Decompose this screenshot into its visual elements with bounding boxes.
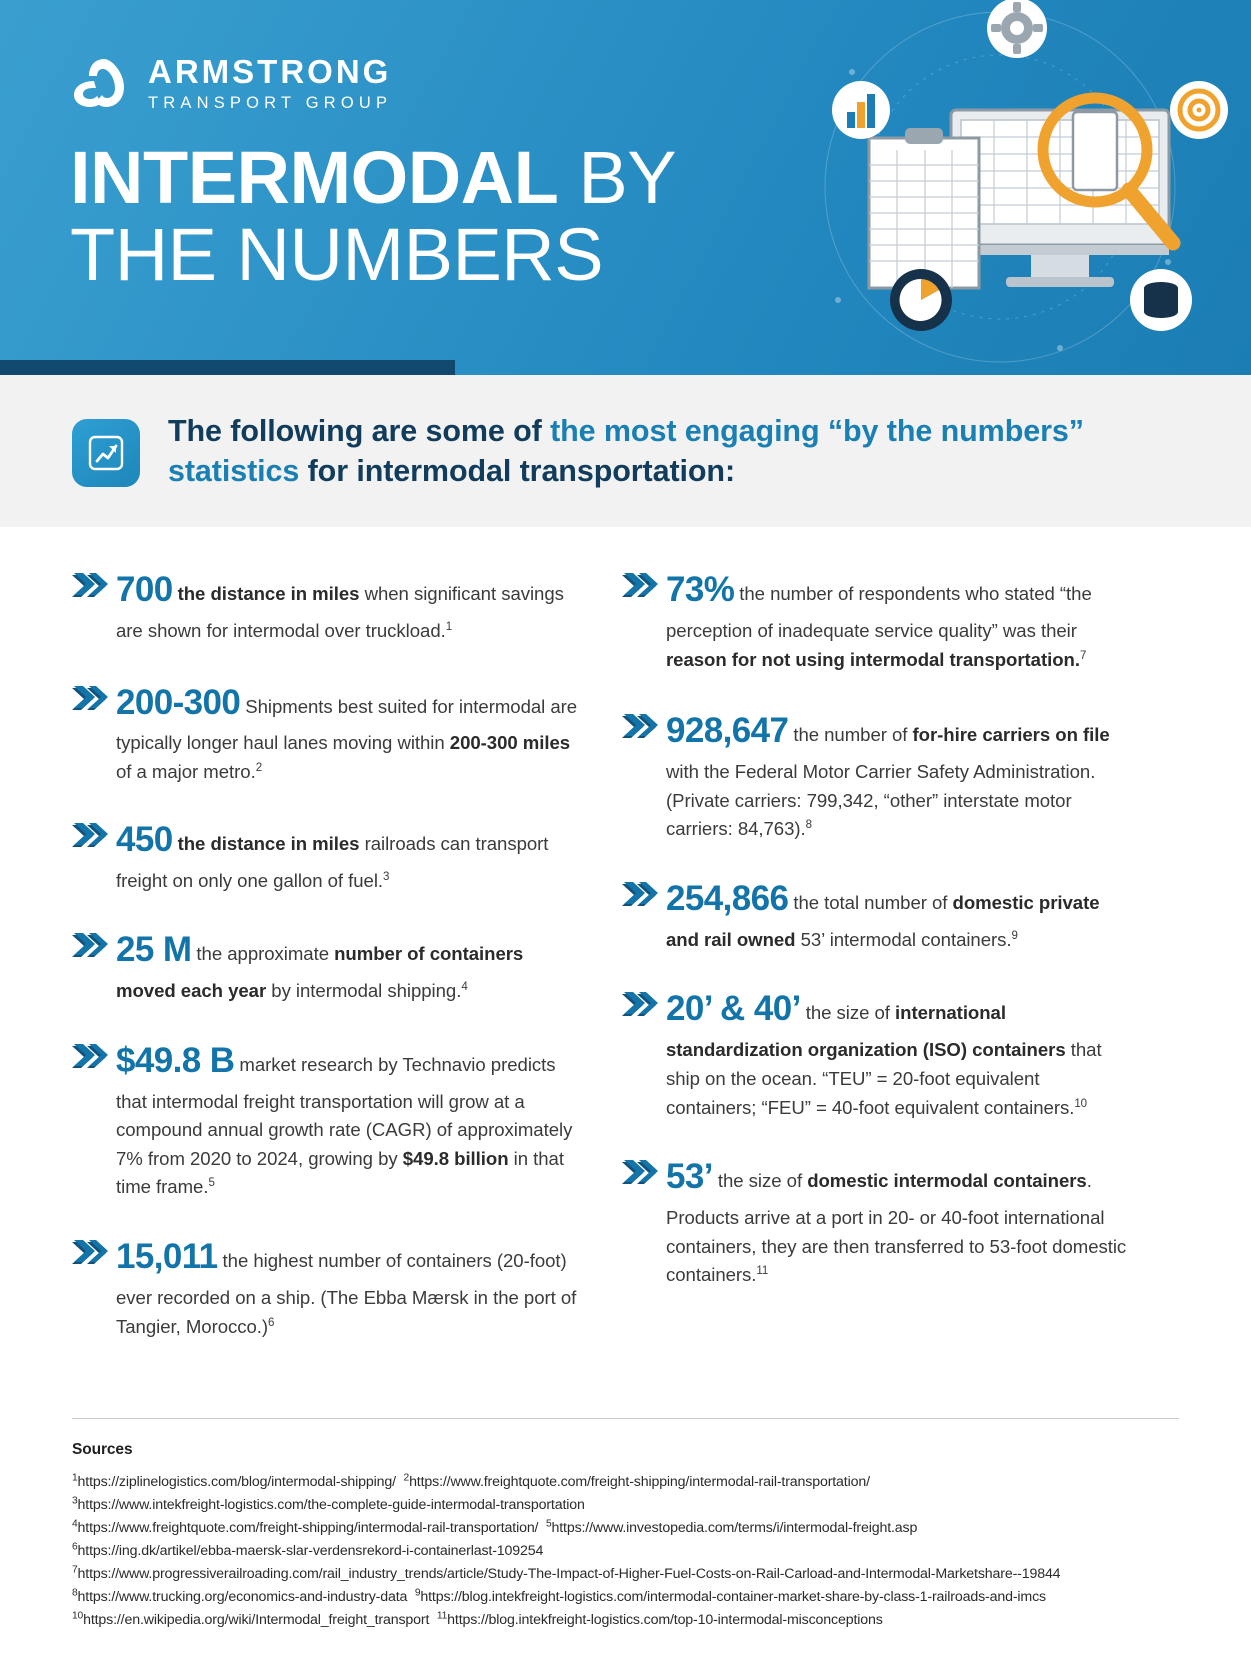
stat-description: Shipments best suited for intermodal are typically longer haul lanes moving within [116,695,578,754]
stat-description: the approximate [196,943,335,965]
source-number: 7 [72,1564,78,1576]
footnote-marker: 5 [208,1177,215,1190]
footnote-marker: 6 [268,1316,275,1329]
stat-value: 200-300 [116,682,241,722]
brand-subtitle: TRANSPORT GROUP [148,94,393,112]
stat-text [116,676,582,787]
header-banner [0,0,1251,375]
double-chevron-icon [622,882,662,908]
double-chevron-bullet [622,563,666,674]
stat-value: 20’ & 40’ [666,989,801,1029]
gear-icon [987,0,1047,58]
source-number: 1 [72,1472,78,1484]
source-line [72,1563,1179,1586]
double-chevron-bullet [72,563,116,646]
stat-item [72,1034,582,1202]
title-bold: INTERMODAL [70,136,559,219]
stat-description: the number of [793,724,913,746]
stat-emphasis: reason for not using intermodal transportation. [666,648,1080,670]
stat-item [72,676,582,787]
stat-value: 928,647 [666,711,789,751]
intro-banner [0,375,1251,527]
source-number: 4 [72,1518,78,1530]
page-title [70,136,677,296]
title-light: BY [558,136,677,219]
source-number: 2 [403,1472,410,1484]
stat-description: that ship on the ocean. “TEU” = 20-foot equivalent containers; “FEU” = 40-foot equivalent containers. [666,1039,1102,1118]
source-url[interactable]: https://blog.intekfreight-logistics.com/top-10-intermodal-misconceptions [447,1612,883,1628]
stat-text [116,813,582,896]
double-chevron-bullet [72,1034,116,1202]
double-chevron-icon [72,933,112,959]
stat-description: the total number of [793,891,953,913]
stats-column-right [622,563,1132,1368]
stat-description: 53’ intermodal containers. [795,928,1012,950]
title-line-2: THE NUMBERS [70,212,604,296]
stat-item [622,704,1132,844]
source-number: 9 [414,1587,421,1599]
stat-item [622,872,1132,955]
sources-title: Sources [72,1441,133,1458]
source-number: 11 [436,1610,448,1622]
stat-value: 53’ [666,1157,713,1197]
double-chevron-icon [72,1044,112,1070]
source-url[interactable]: https://www.freightquote.com/freight-shipping/intermodal-rail-transportation/ [77,1520,539,1536]
stat-description: the size of [717,1170,808,1192]
footnote-marker: 11 [756,1265,769,1278]
stat-value: 700 [116,570,173,609]
intro-highlight: the most engaging “by the numbers” statistics [168,413,1084,488]
source-url[interactable]: https://en.wikipedia.org/wiki/Intermodal_freight_transport [83,1612,430,1628]
stat-emphasis: for-hire carriers on file [912,724,1110,746]
source-line [72,1494,1179,1517]
stat-description: railroads can transport freight on only one gallon of fuel. [116,832,549,891]
source-url[interactable]: https://www.freightquote.com/freight-shipping/intermodal-rail-transportation/ [409,1474,870,1490]
source-number: 6 [72,1541,78,1553]
source-url[interactable]: https://www.investopedia.com/terms/i/intermodal-freight.asp [551,1520,918,1536]
source-url[interactable]: https://ing.dk/artikel/ebba-maersk-slar-verdensrekord-i-containerlast-109254 [77,1543,544,1559]
stat-description: . Products arrive at a port in 20- or 40-foot international containers, they are then transferred to 53-foot domestic containers. [666,1170,1127,1286]
stat-value: 450 [116,819,173,859]
double-chevron-bullet [622,872,666,955]
source-url[interactable]: https://www.trucking.org/economics-and-industry-data [77,1589,408,1605]
stat-emphasis: the distance in miles [177,583,365,604]
header-artwork [821,0,1241,375]
footnote-marker: 3 [383,870,390,883]
stat-emphasis: international standardization organization (ISO) containers [666,1002,1066,1061]
stat-text [666,982,1132,1122]
stat-description: when significant savings are shown for intermodal over truckload. [116,583,564,641]
footnote-marker: 7 [1079,649,1087,662]
database-icon [1130,269,1192,331]
double-chevron-bullet [72,923,116,1006]
stat-description: by intermodal shipping. [266,980,462,1002]
stat-description: the size of [805,1002,896,1024]
stat-value: 254,866 [666,878,789,918]
stat-value: 15,011 [116,1237,218,1277]
stat-item [72,563,582,646]
stat-item [72,813,582,896]
source-url[interactable]: https://www.progressiverailroading.com/rail_industry_trends/article/Study-The-Impact-of-Higher-Fuel-Costs-on-Rail-Carload-and-Intermodal-Marketshare--19844 [77,1566,1061,1582]
source-number: 8 [72,1587,78,1599]
stat-text [666,1150,1132,1290]
stat-description: the highest number of containers (20-foot) ever recorded on a ship. (The Ebba Mærsk in the port of Tangier, Morocco.) [116,1250,577,1337]
stat-description: with the Federal Motor Carrier Safety Administration. (Private carriers: 799,342, “other” interstate motor carriers: 84,763). [666,761,1096,840]
stat-description: market research by Technavio predicts that intermodal freight transportation will grow at a compound annual growth rate (CAGR) of approximately 7% from 2020 to 2024, growing by [116,1053,573,1169]
stat-item [622,982,1132,1122]
stat-item [72,1230,582,1341]
stat-text [116,1034,582,1202]
armstrong-a-mark-icon [72,57,134,109]
trending-up-chart-icon [72,419,140,487]
stat-emphasis: $49.8 billion [402,1147,509,1169]
double-chevron-icon [72,686,112,712]
stat-emphasis: number of containers moved each year [116,943,524,1002]
stat-emphasis: the distance in miles [177,832,365,854]
footnote-marker: 9 [1011,929,1018,942]
stat-description: of a major metro. [116,761,256,783]
stat-text [116,563,582,646]
source-line [72,1540,1179,1563]
stat-text [116,1230,582,1341]
source-url[interactable]: https://ziplinelogistics.com/blog/intermodal-shipping/ [77,1474,396,1490]
footnote-marker: 2 [255,761,263,774]
double-chevron-icon [622,992,662,1018]
pie-chart-icon [890,269,952,331]
source-number: 10 [72,1610,84,1622]
stat-item [622,1150,1132,1290]
stat-text [116,923,582,1006]
source-number: 5 [545,1518,552,1530]
source-line [72,1609,1179,1632]
stat-item [72,923,582,1006]
double-chevron-bullet [622,982,666,1122]
intro-part-1: The following are some of [168,413,551,448]
footnote-marker: 10 [1074,1097,1088,1110]
stats-column-left [72,563,582,1368]
double-chevron-icon [622,573,662,599]
intro-text [168,411,1088,492]
stat-item [622,563,1132,674]
stat-value: 25 M [116,930,192,970]
double-chevron-bullet [72,813,116,896]
double-chevron-icon [72,1240,112,1266]
stat-description: in that time frame. [116,1147,564,1198]
stat-value: $49.8 B [116,1040,235,1080]
double-chevron-icon [72,823,112,849]
source-line [72,1471,1179,1494]
source-url[interactable]: https://blog.intekfreight-logistics.com/intermodal-container-market-share-by-class-1-railroads-and-imcs [420,1589,1046,1605]
source-line [72,1586,1179,1609]
sources-list [72,1471,1179,1632]
sources-divider [72,1418,1179,1419]
source-url[interactable]: https://www.intekfreight-logistics.com/the-complete-guide-intermodal-transportation [77,1497,585,1513]
header-accent-wedge [0,360,455,375]
double-chevron-icon [622,1160,662,1186]
stat-value: 73% [666,570,735,609]
double-chevron-icon [72,573,112,599]
intro-part-2: for intermodal transportation: [299,454,736,488]
brand-logo [72,55,392,112]
stat-emphasis: domestic intermodal containers [807,1170,1087,1192]
sources-section [72,1418,1179,1632]
double-chevron-icon [622,714,662,740]
stat-emphasis: domestic private and rail owned [666,891,1100,950]
footnote-marker: 4 [461,980,468,993]
double-chevron-bullet [622,1150,666,1290]
double-chevron-bullet [622,704,666,844]
stat-text [666,872,1132,955]
source-line [72,1517,1179,1540]
stat-description: the number of respondents who stated “the perception of inadequate service quality” was their [666,583,1092,641]
stat-emphasis: 200-300 miles [449,732,571,754]
brand-name: ARMSTRONG [148,53,392,90]
stat-text [666,563,1132,674]
clipboard-icon [869,128,979,288]
footnote-marker: 1 [445,620,453,633]
double-chevron-bullet [72,1230,116,1341]
stat-text [666,704,1132,844]
source-number: 3 [72,1495,78,1507]
footnote-marker: 8 [805,819,813,832]
double-chevron-bullet [72,676,116,787]
bar-chart-icon [832,81,890,139]
target-icon [1170,81,1228,139]
stats-section [0,527,1251,1368]
